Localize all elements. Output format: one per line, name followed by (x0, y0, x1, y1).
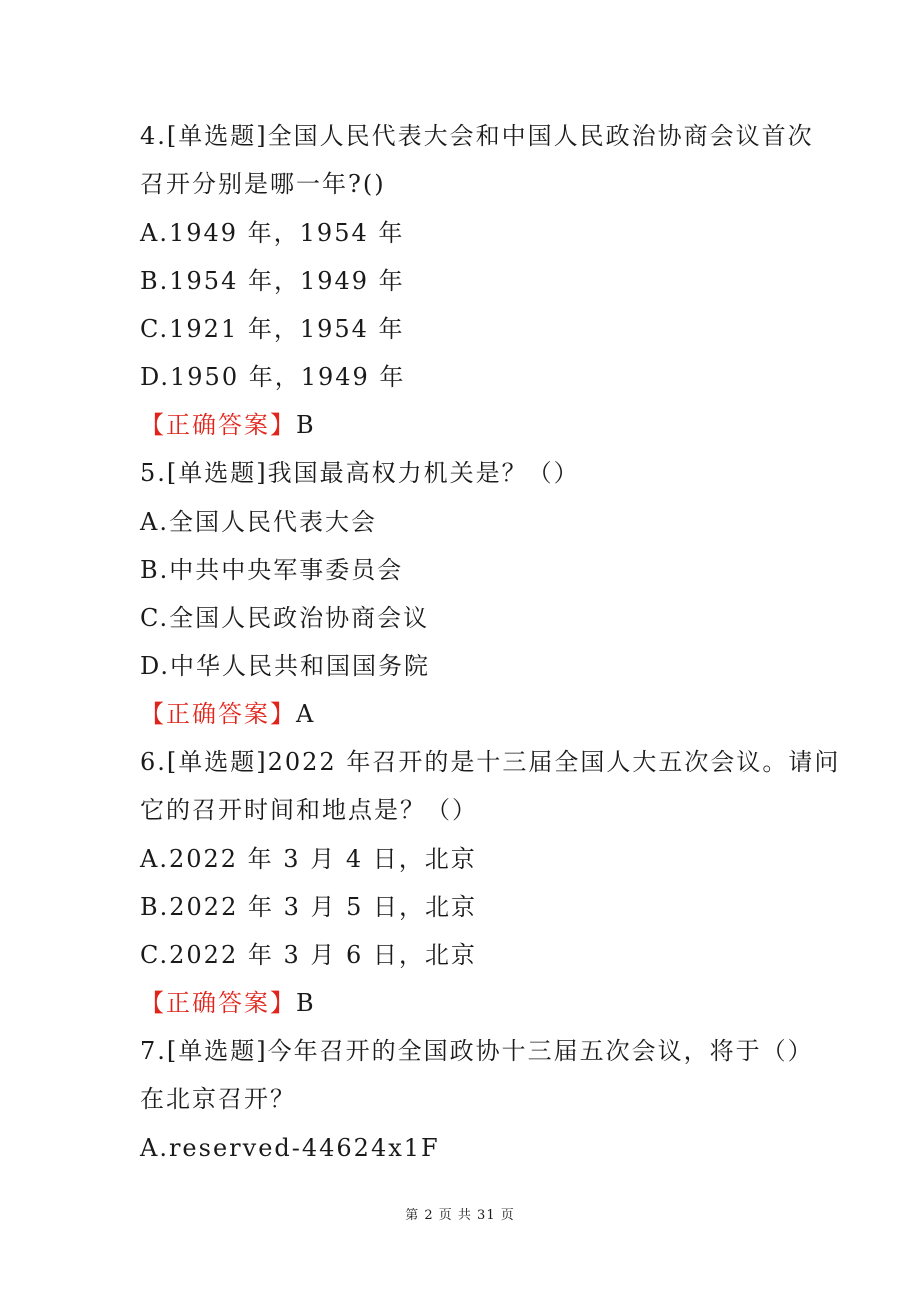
question-7-stem-line-1: 7.[单选题]今年召开的全国政协十三届五次会议，将于（） (140, 1037, 814, 1065)
answer-value: B (296, 989, 316, 1017)
question-5-option-b: B.中共中央军事委员会 (140, 556, 404, 584)
question-6-stem-line-1: 6.[单选题]2022 年召开的是十三届全国人大五次会议。请问 (140, 748, 841, 776)
answer-value: B (296, 411, 316, 439)
question-4-option-c: C.1921 年，1954 年 (140, 315, 405, 343)
question-6-option-b: B.2022 年 3 月 5 日，北京 (140, 893, 478, 921)
question-4-option-a: A.1949 年，1954 年 (140, 219, 405, 247)
question-5-stem-line-1: 5.[单选题]我国最高权力机关是？（） (140, 459, 580, 487)
answer-label: 【正确答案】 (140, 700, 296, 728)
question-5-option-a: A.全国人民代表大会 (140, 508, 377, 536)
answer-label: 【正确答案】 (140, 989, 296, 1017)
question-6-stem-line-2: 它的召开时间和地点是？（） (140, 796, 478, 824)
question-7-stem-line-2: 在北京召开？ (140, 1085, 296, 1113)
question-7-option-a: A.reserved-44624x1F (140, 1134, 440, 1162)
question-5-option-c: C.全国人民政治协商会议 (140, 604, 430, 632)
question-5-answer (140, 699, 800, 729)
answer-label: 【正确答案】 (140, 411, 296, 439)
question-6-option-c: C.2022 年 3 月 6 日，北京 (140, 941, 477, 969)
question-4-stem-line-1: 4.[单选题]全国人民代表大会和中国人民政治协商会议首次 (140, 122, 814, 150)
question-4-stem-line-2: 召开分别是哪一年?() (140, 170, 386, 198)
question-5-option-d: D.中华人民共和国国务院 (140, 652, 431, 680)
page-number-footer: 第 2 页 共 31 页 (405, 1208, 515, 1223)
question-4-option-d: D.1950 年，1949 年 (140, 363, 406, 391)
question-6-answer (140, 988, 800, 1018)
question-4-option-b: B.1954 年，1949 年 (140, 267, 405, 295)
question-6-option-a: A.2022 年 3 月 4 日，北京 (140, 845, 477, 873)
answer-value: A (296, 700, 316, 728)
question-4-answer (140, 410, 800, 440)
